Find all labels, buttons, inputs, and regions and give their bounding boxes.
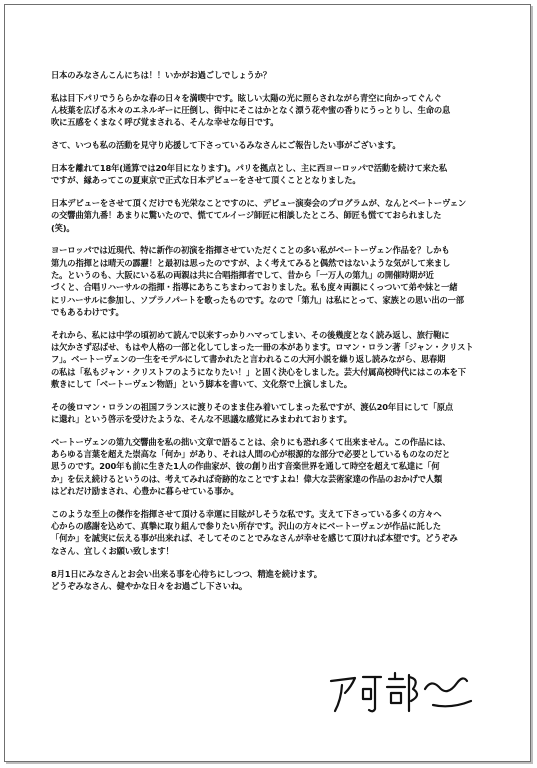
letter-paragraph: 日本を離れて18年(通算では20年目になります)。パリを拠点とし、主に西ヨーロッパで活動を続けて来た私 ですが、縁あってこの夏東京で正式な日本デビューをさせて頂くこととなりました。 [51,162,448,186]
handwritten-signature [325,665,475,720]
greeting-paragraph: 日本のみなさんこんにちは！！いかがお過ごしでしょうか？ [51,70,271,80]
letter-paragraph: さて、いつも私の活動を見守り応援して下さっているみなさんにご報告したい事がございます。 [51,140,401,151]
letter-paragraph: その後ロマン・ロランの祖国フランスに渡りそのまま住み着いてしまった私ですが、渡仏20年目にして「原点 に還れ」という啓示を受けたような、そんな不思議な感覚にみまわれております。 [51,401,454,425]
letter-page [4,4,531,762]
letter-paragraph: 日本デビューをさせて頂くだけでも光栄なことですのに、デビュー演奏会のプログラムが、なんとベートーヴェン の交響曲第九番！あまりに驚いたので、慌ててルイージ師匠に相談したところ、師匠も慌てておられました (笑)。 [51,198,467,233]
letter-paragraph: それから、私には中学の頃初めて読んで以来すっかりハマってしまい、その後幾度となく読み返し、旅行鞄に は欠かさず忍ばせ、もはや人格の一部と化してしまった一冊の本があります。ロマン・ロラン著「ジャン・クリスト フ」。ベートーヴェンの一生をモデルにして書かれたと言われるこの大河小説を繰り返し読みながら、思春期 の私は「私もジャン・クリストフのようになりたい！」と固く決心をしました。芸大付属高校時代にはこの本を下 敷きにして「ベートーヴェン物語」という脚本を書いて、文化祭で上演しました。 [51,329,474,389]
letter-paragraph: このような至上の傑作を指揮させて頂ける幸運に目眩がしそうな私です。支えて下さっている多くの方々へ 心からの感謝を込めて、真摯に取り組んで参りたい所存です。沢山の方々にベートーヴェンが作品に託した 「何か」を誠実に伝える事が出来れば、そしてそのことでみなさんが幸せを感じて頂ければ本望です。どうぞみ なさん、宜しくお願い致します！ [51,508,458,556]
letter-body [51,69,505,603]
letter-paragraph: ヨーロッパでは近現代、特に新作の初演を指揮させていただくことの多い私がベートーヴェン作品を？しかも 第九の指揮とは晴天の霹靂！と最初は思ったのですが、よく考えてみると偶然ではないような気がして来まし た。というのも、大阪にいる私の両親は共に合唱指揮者でして、昔から「一万人の第九」の開催時期が近 づくと、合唱リハーサルの指揮・指導にあちこちまわっておりました。私も度々両親にくっついて弟や妹と一緒 にリハーサルに参加し、ソプラノパートを歌ったものです。なので「第九」は私にとって、家族との思い出の一部 でもあるわけです。 [51,245,464,317]
letter-paragraph: ベートーヴェンの第九交響曲を私の拙い文章で語ることは、余りにも恐れ多くて出来ません。この作品には、 あらゆる言葉を超えた崇高な「何か」があり、それは人間の心が根源的な部分で必要としているものなのだと 思うのです。200年も前に生きた1人の作曲家が、彼の創り出す音楽世界を通して時空を超えて私達に「何 か」を伝え続けるというのは、考えてみれば奇跡的なことですよね！偉大な芸術家達の作品のおかげで人類 はどれだけ励まされ、心豊かに暮らせている事か。 [51,436,451,497]
letter-paragraph: 私は目下パリでうららかな春の日々を満喫中です。眩しい太陽の光に照らされながら青空に向かってぐんぐ ん枝葉を広げる木々のエネルギーに圧倒し、街中にそこはかとなく漂う花や蜜の香りにうっとりし、生命の息 吹に五感をくまなく呼び覚まされる、そんな幸せな毎日です。 [51,92,451,128]
closing-paragraph: 8月1日にみなさんとお会い出来る事を心待ちにしつつ、精進を続けます。 どうぞみなさん、健やかな日々をお過ごし下さいね。 [51,568,322,591]
